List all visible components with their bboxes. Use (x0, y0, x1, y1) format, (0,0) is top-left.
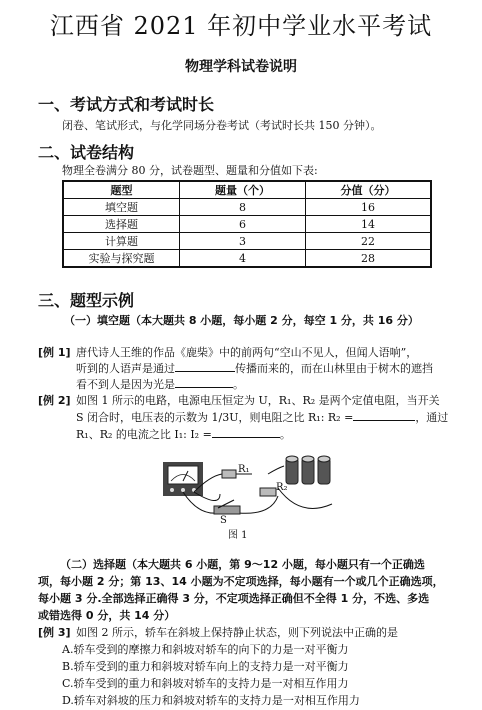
example-2-label: [例 2] (38, 394, 71, 407)
resistor-r1 (222, 470, 236, 478)
table-row (63, 216, 431, 233)
example-1-line: 听到的人语声是通过 传播而来的，而在山林里由于树木的遮挡 (76, 362, 433, 375)
table-cell: 计算题 (63, 233, 180, 250)
example-2-line: 如图 1 所示的电路，电源电压恒定为 U，R₁、R₂ 是两个定值电阻，当开关 (76, 394, 440, 407)
table-cell: 实验与探究题 (63, 250, 180, 268)
table-header-cell: 题型 (63, 181, 180, 199)
table-cell: 16 (306, 199, 432, 216)
table-cell: 8 (180, 199, 306, 216)
r2-label: R₂ (276, 482, 288, 493)
option-a: A.轿车受到的摩擦力和斜坡对轿车的向下的力是一对平衡力 (62, 643, 349, 656)
option-d: D.轿车对斜坡的压力和斜坡对轿车的支持力是一对相互作用力 (62, 694, 360, 707)
example-2-line: S 闭合时，电压表的示数为 1/3U，则电阻之比 R₁: R₂ = ，通过 (76, 411, 449, 424)
section-2-intro: 物理全卷满分 80 分，试卷题型、题量和分值如下表: (62, 164, 318, 177)
figure-caption: 图 1 (228, 530, 248, 541)
resistor-r2 (260, 488, 276, 496)
table-cell: 选择题 (63, 216, 180, 233)
switch-label: S (220, 515, 227, 526)
table-cell: 14 (306, 216, 432, 233)
part-1-heading: （一）填空题（本大题共 8 小题，每小题 2 分，每空 1 分，共 16 分） (64, 314, 419, 327)
table-cell: 3 (180, 233, 306, 250)
document-title: 江西省 2021 年初中学业水平考试 (49, 12, 433, 40)
table-header-cell: 题量（个） (180, 181, 306, 199)
example-1-label: [例 1] (38, 346, 71, 359)
example-3-label: [例 3] (38, 626, 71, 639)
table-cell: 22 (306, 233, 432, 250)
option-c: C.轿车受到的重力和斜坡对轿车的支持力是一对相互作用力 (62, 677, 349, 690)
table-row (63, 250, 431, 268)
section-1-heading: 一、考试方式和考试时长 (38, 95, 215, 114)
example-1-line: 看不到人是因为光是 。 (76, 378, 244, 391)
circuit-figure (160, 448, 340, 528)
example-2-line: R₁、R₂ 的电流之比 I₁: I₂ = 。 (76, 428, 291, 441)
table-row (63, 199, 431, 216)
document-subtitle: 物理学科试卷说明 (185, 59, 297, 75)
part-2-heading: 每小题 3 分.全部选择正确得 3 分，不定项选择正确但不全得 1 分，不选、多选 (38, 592, 430, 605)
score-table (62, 180, 432, 268)
option-b: B.轿车受到的重力和斜坡对轿车向上的支持力是一对平衡力 (62, 660, 349, 673)
table-cell: 4 (180, 250, 306, 268)
part-2-heading: （二）选择题（本大题共 6 小题，第 9～12 小题，每小题只有一个正确选 (60, 558, 425, 571)
r1-label: R₁ (238, 464, 250, 475)
table-cell: 填空题 (63, 199, 180, 216)
section-1-text: 闭卷、笔试形式，与化学同场分卷考试（考试时长共 150 分钟）。 (62, 119, 382, 132)
table-cell: 6 (180, 216, 306, 233)
table-row (63, 233, 431, 250)
section-2-heading: 二、试卷结构 (38, 143, 135, 162)
part-2-heading: 或错选得 0 分，共 14 分） (38, 609, 176, 622)
example-1-line: 唐代诗人王维的作品《鹿柴》中的前两句“空山不见人，但闻人语响”， (76, 346, 418, 359)
example-3-stem: 如图 2 所示，轿车在斜坡上保持静止状态，则下列说法中正确的是 (76, 626, 398, 639)
battery-pack (286, 456, 330, 484)
table-cell: 28 (306, 250, 432, 268)
voltmeter-dial (168, 466, 198, 484)
table-header-row (63, 181, 431, 199)
table-header-cell: 分值（分） (306, 181, 432, 199)
switch-s (214, 506, 240, 514)
section-3-heading: 三、题型示例 (38, 291, 135, 310)
part-2-heading: 项，每小题 2 分；第 13、14 小题为不定项选择，每小题有一个或几个正确选项， (38, 575, 444, 588)
